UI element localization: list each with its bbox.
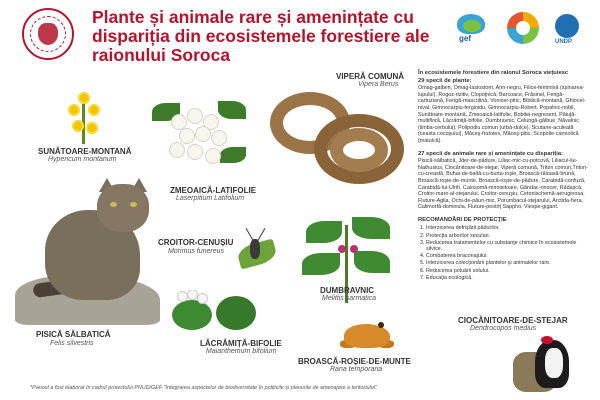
recommendation-item: 4. Combaterea braconajului. [426,253,590,260]
animals-heading: 27 specii de animale rare și amenințate cu dispariția: [418,150,563,157]
partner-logos [455,12,585,52]
recommendation-item: 6. Reducerea poluării solului. [426,268,590,275]
circle-partner-logo-icon [507,12,539,44]
species-name-zme: ZMEOAICĂ-LATIFOLIE [170,186,257,195]
species-name-vip: VIPERĂ COMUNĂ [336,72,405,81]
recommendations-list [426,225,590,281]
dendrocopos-photo [505,332,585,394]
maianthemum-photo [168,290,260,340]
species-name-cro: CROITOR-CENUȘIU [158,238,234,247]
recommendation-item: 3. Reducerea tratamentelor cu substanţe chimice în ecosistemele silvice. [426,240,590,253]
footer-note: *Panoul a fost elaborat în cadrul proiectului PNUD/GEF "Integrarea aspectelor de biodiversitate în politicile și planurile de amenajare a teritoriului". [30,385,379,391]
plants-heading: 29 specii de plante: [418,77,472,84]
vipera-photo [268,88,406,188]
recommendations-heading: RECOMANDĂRI DE PROTECŢIE [418,216,507,223]
poster-title: Plante și animale rare și amenințate cu dispariția din ecosistemele forestiere ale raionului Soroca [92,7,430,65]
species-latin-lac: Maianthemum bifolium [206,348,277,355]
felis-photo [15,170,160,325]
laserpitium-photo [150,95,250,180]
species-name-lac: LĂCRĂMIȚĂ-BIFOLIE [200,339,282,348]
recommendation-item: 5. Interzicerea colecţionării plantelor şi animalelor rare. [426,260,590,267]
undp-logo-icon [555,14,579,38]
info-intro: În ecosistemele forestiere din raionul Soroca viețuiesc [418,70,569,76]
species-latin-bro: Rana temporaria [330,366,383,373]
seal-logo-icon [22,8,74,60]
rana-photo [338,312,400,354]
recommendation-item: 7. Educaţia ecologică. [426,275,590,282]
morimus-photo [228,225,288,273]
species-name-cat: PISICĂ SĂLBATICĂ [36,330,111,339]
species-name-cio: CIOCĂNITOARE-DE-STEJAR [458,316,568,325]
species-name-dum: DUMBRAVNIC [320,286,375,295]
species-latin-zme: Laserpitium Latifolium [176,195,245,202]
info-column [418,70,590,282]
species-latin-cio: Dendrocopos medius [470,325,537,332]
species-name-bro: BROASCĂ-ROȘIE-DE-MUNTE [298,357,411,366]
hypericum-photo [60,88,108,146]
species-latin-sun: Hypericum montanum [48,156,117,163]
species-latin-dum: Melittis sarmatica [322,295,377,302]
species-latin-vip: Vipera Berus [358,81,399,88]
recommendation-item: 1. Interzicerea defrişării pădurilor. [426,225,590,232]
animals-list: Pisică-sălbatică, Jder-de-pădure, Liliac-mic-cu-potcovă, Liliacul-lui-Nathusius, Ciocănitoare-de-stejar, Viperă comună, Triton comun,Triton-cu-creastă, Buhai-de-baltă-cu-burta-roşie, Broască-râioasă-brună, Broască-roşie-de-munte, Broască-roşie-de-pădure, Carabidă-confuză, Carabidă-lui-Ulrih, Calosomă-miroisitoare, Gândac-rinocer, Rădaşcă, Croitor-mare-al-stejarului, Croitor-cenuşiu, Cetonischemă-aeruginosa, Fluture-Aglia, Ochi-de-păun-mic, Porumbacul-stejarului, Arctida-hera, Calimorfă-dominula, Fluture-pestriţ Sappho, Viespe-gigant. [418,158,588,211]
species-latin-cat: Felis silvestris [50,340,94,347]
gef-logo-icon: gef [455,12,489,46]
undp-logo-text: UNDP [555,39,573,45]
recommendation-item: 2. Protecţia arborilor seculari. [426,233,590,240]
species-name-sun: SUNĂTOARE-MONTANĂ [38,147,132,156]
species-latin-cro: Morimus funereus [168,248,225,255]
plants-list: Omag-galben, Omag-lasiostom, Ann-negru, Filice-feminină (spinarea-lupului), Rogoz-rizitiv, Clopoţnică, Barcoace, Frăsinel, Ferigă-cartuziană, Ferigă-masculină, Vonicer-pitic, Bibilică-montană, Ghiocel-nival, Gimnocarpiu-fergioidu, Gimnocarpiu-Robert, Popalnic-nobil, Sunătoare-montană, Zmeoaică-latifolie, Bobitei-negresent, Păiuţă-multifloră, Lăcrămiţă-bifolie, Dumbravnic, Celungă-gălbue, Năvalnic (limba-cerbului), Polipodiu comun (urbă-dulce), Scutarie-aculeată (ceasta cocoşului), Măceş-frutotes, Măceş-pitic, Scopolie-carniolică (matulcă). [418,85,586,144]
